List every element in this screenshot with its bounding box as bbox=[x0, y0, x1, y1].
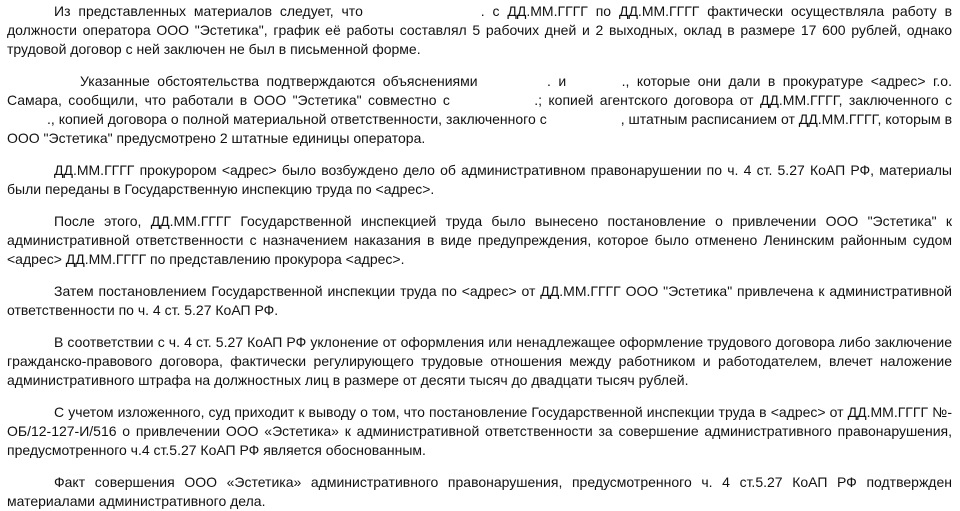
paragraph-7 bbox=[7, 403, 952, 460]
text-segment: Затем постановлением Государственной инспекции труда по <адрес> от ДД.ММ.ГГГГ ООО "Эстетика" привлечена к административной ответственности по ч. 4 ст. 5.27 КоАП РФ. bbox=[7, 283, 952, 318]
text-segment: Из представленных материалов следует, что bbox=[54, 3, 371, 19]
paragraph-8 bbox=[7, 473, 952, 511]
text-segment: ДД.ММ.ГГГГ прокурором <адрес> было возбуждено дело об административном правонарушении по ч. 4 ст. 5.27 КоАП РФ, материалы были переданы в Государственную инспекцию труда по <адрес>. bbox=[7, 162, 952, 197]
text-segment: После этого, ДД.ММ.ГГГГ Государственной инспекцией труда было вынесено постановление о привлечении ООО "Эстетика" к административной ответственности с назначением наказания в виде предупреждения, которое было отменено Ленинским районным судом <адрес> ДД.ММ.ГГГГ по представлению прокурора <адрес>. bbox=[7, 213, 952, 267]
text-segment: С учетом изложенного, суд приходит к выводу о том, что постановление Государственной инспекции труда в <адрес> от ДД.ММ.ГГГГ №-ОБ/12-127-И/516 о привлечении ООО «Эстетика» к административной ответственности за совершение административного правонарушения, предусмотренного ч.4 ст.5.27 КоАП РФ является обоснованным. bbox=[7, 404, 952, 458]
paragraph-4 bbox=[7, 212, 952, 269]
text-segment: . и bbox=[547, 73, 574, 89]
paragraph-2 bbox=[7, 72, 952, 148]
paragraph-5 bbox=[7, 282, 952, 320]
paragraph-3 bbox=[7, 161, 952, 199]
text-segment: В соответствии с ч. 4 ст. 5.27 КоАП РФ уклонение от оформления или ненадлежащее оформление трудового договора либо заключение гражданско-правового договора, фактически регулирующего трудовые отношения между работником и работодателем, влечет наложение административного штрафа на должностных лиц в размере от десяти тысяч до двадцати тысяч рублей. bbox=[7, 334, 952, 388]
text-segment: ., которые они дали в прокуратуре <адрес> г.о. Самара, сообщили, что работали в ООО "Эстетика" совместно с bbox=[7, 73, 952, 108]
text-segment: .; копией агентского договора от ДД.ММ.ГГГГ, заключенного с bbox=[534, 92, 952, 108]
text-segment: Указанные обстоятельства подтверждаются объяснениями bbox=[80, 73, 485, 89]
document-body bbox=[0, 2, 960, 511]
paragraph-6 bbox=[7, 333, 952, 390]
text-segment: ., копией договора о полной материальной ответственности, заключенного с bbox=[47, 111, 551, 127]
paragraph-1 bbox=[7, 2, 952, 59]
text-segment: Факт совершения ООО «Эстетика» административного правонарушения, предусмотренного ч. 4 ст.5.27 КоАП РФ подтвержден материалами административного дела. bbox=[7, 474, 952, 509]
text-segment: . с ДД.ММ.ГГГГ по ДД.ММ.ГГГГ фактически осуществляла работу в должности оператора ООО "Эстетика", график её работы составлял 5 рабочих дней и 2 выходных, оклад в размере 17 600 рублей, однако трудовой договор с ней заключен не был в письменной форме. bbox=[7, 3, 953, 57]
text-segment: , штатным расписанием от ДД.ММ.ГГГГ, которым в ООО "Эстетика" предусмотрено 2 штатные единицы оператора. bbox=[7, 111, 953, 146]
